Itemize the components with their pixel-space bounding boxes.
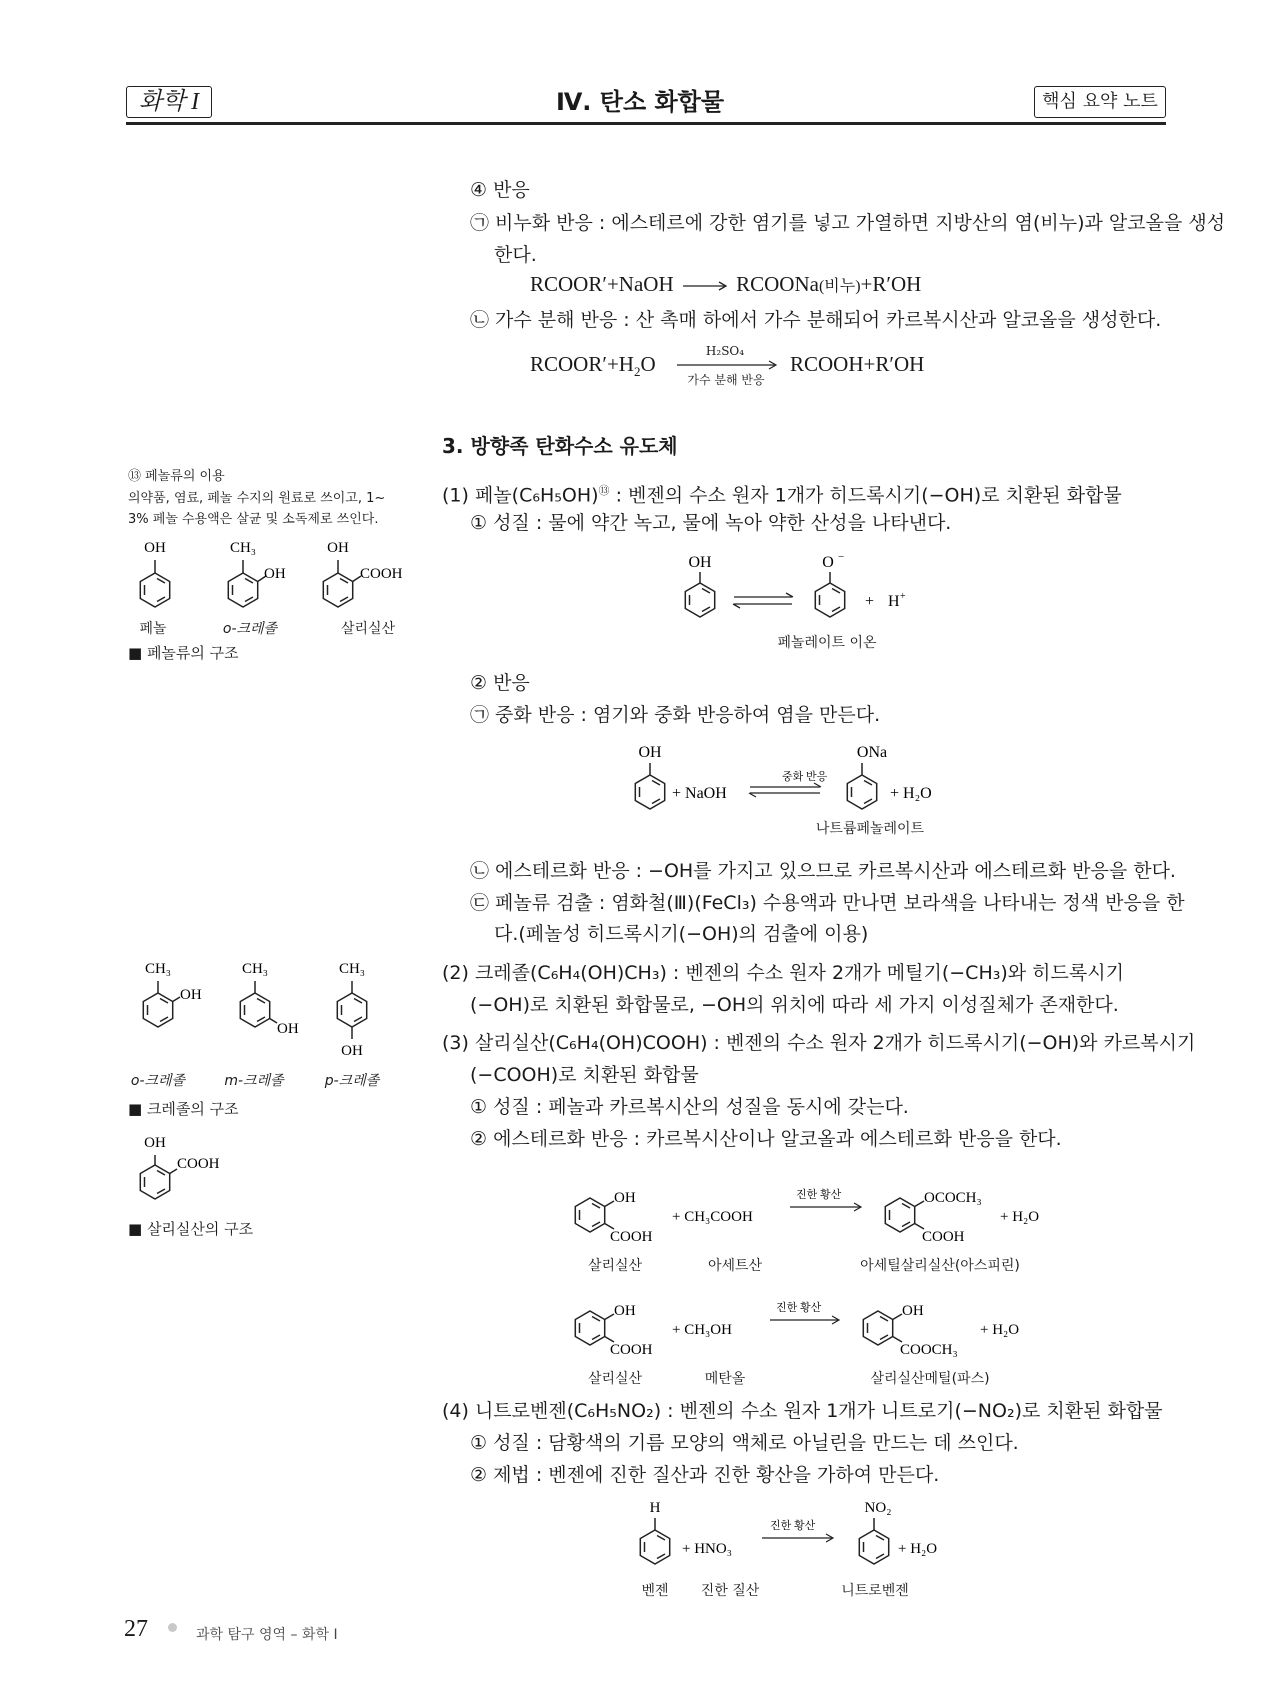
- r1-caption-2: 아세트산: [707, 1258, 763, 1274]
- r1-product-top: OCOCH₃: [924, 1190, 982, 1206]
- sb-caption-p: p-크레졸: [324, 1073, 380, 1089]
- sb-caption-salicylic: 살리실산: [340, 621, 396, 637]
- r2-arrow-label: 진한 황산: [776, 1302, 822, 1314]
- nitrobenzene-preparation: ② 제법 : 벤젠에 진한 질산과 진한 황산을 가하여 만든다.: [470, 1464, 940, 1486]
- phenoxide-caption: 페놀레이트 이온: [777, 635, 877, 651]
- r1-caption-1: 살리실산: [587, 1258, 643, 1274]
- equation-saponification: [530, 272, 921, 297]
- phenol-def-head: (1) 페놀(C₆H₅OH): [442, 484, 599, 507]
- eq2-left-sub: 2: [633, 364, 641, 380]
- salicylic-definition: (3) 살리실산(C₆H₄(OH)COOH) : 벤젠의 수소 원자 2개가 히드록시기(−OH)와 카르복시기: [442, 1032, 1196, 1054]
- naoh-text: + NaOH: [672, 785, 727, 802]
- r1-water: + H₂O: [1000, 1209, 1040, 1225]
- sb-s-cooh: COOH: [177, 1156, 220, 1172]
- saponification-text: ㉠ 비누화 반응 : 에스테르에 강한 염기를 넣고 가열하면 지방산의 염(비누)과 알코올을 생성: [470, 212, 1226, 234]
- eq2-left-o: O: [640, 352, 656, 376]
- note-label: 핵심 요약 노트: [1034, 86, 1166, 118]
- sb-c1-oh: OH: [180, 987, 202, 1003]
- phenol-ionization-figure: [660, 550, 920, 630]
- r3-h: H: [649, 1500, 661, 1516]
- aspirin-reaction-figure: [560, 1165, 1070, 1255]
- nitration-reaction-figure: [620, 1492, 960, 1582]
- eq1-right: RCOONa: [736, 272, 819, 296]
- sb-caption-ocresol: o-크레졸: [222, 621, 278, 637]
- sb-ocresol-oh: OH: [264, 566, 286, 582]
- sb-sal-oh: OH: [327, 540, 349, 556]
- phenols-structure-figure: [120, 530, 440, 620]
- salicylic-property: ① 성질 : 페놀과 카르복시산의 성질을 동시에 갖는다.: [470, 1096, 909, 1118]
- chapter-title: Ⅳ. 탄소 화합물: [555, 88, 725, 116]
- sb-c1-ch3: CH₃: [144, 961, 172, 977]
- sb-figure2-caption: ■ 크레졸의 구조: [128, 1100, 239, 1118]
- sb-c2-ch3: CH₃: [241, 961, 269, 977]
- sb-c3-oh: OH: [341, 1043, 363, 1059]
- eq2-catalyst: H₂SO₄: [705, 344, 745, 358]
- eq1-arrow: [679, 279, 731, 293]
- r2-reagent: + CH₃OH: [672, 1322, 732, 1338]
- cresol-definition: (2) 크레졸(C₆H₄(OH)CH₃) : 벤젠의 수소 원자 2개가 메틸기(−CH₃)와 히드록시기: [442, 962, 1124, 984]
- h-ion-text: H: [888, 593, 900, 610]
- eq1-soap: (비누): [818, 278, 861, 295]
- r2-product-bottom: COOCH₃: [900, 1342, 958, 1358]
- r2-water: + H₂O: [980, 1322, 1020, 1338]
- r1-reagent: + CH₃COOH: [672, 1209, 753, 1225]
- r2-caption-3: 살리실산메틸(파스): [870, 1371, 990, 1387]
- r1-arrow-label: 진한 황산: [796, 1189, 842, 1201]
- sb-sal-cooh: COOH: [360, 566, 403, 582]
- header-rule: [126, 122, 1166, 125]
- phenol-def-rest: : 벤젠의 수소 원자 1개가 히드록시기(−OH)로 치환된 화합물: [609, 484, 1122, 507]
- hydrolysis-text: ㉡ 가수 분해 반응 : 산 촉매 하에서 가수 분해되어 카르복시산과 알코올을 생성한다.: [470, 309, 1162, 331]
- cresol-cont: (−OH)로 치환된 화합물로, −OH의 위치에 따라 세 가지 이성질체가 존재한다.: [470, 994, 1119, 1016]
- r1-oh: OH: [614, 1190, 636, 1206]
- phenol-oh-text: OH: [688, 554, 712, 571]
- r2-caption-1: 살리실산: [587, 1371, 643, 1387]
- r3-arrow-label: 진한 황산: [770, 1520, 816, 1532]
- sidebar-note-heading: 페놀류의 이용: [145, 469, 225, 484]
- r1-caption-3: 아세틸살리실산(아스피린): [860, 1258, 1020, 1274]
- salicylic-cont: (−COOH)로 치환된 화합물: [470, 1064, 699, 1086]
- saponification-cont: 한다.: [494, 244, 537, 266]
- phenoxide-charge-text: −: [838, 551, 845, 563]
- sidebar-note-title: [128, 466, 225, 487]
- sb-phenol-oh: OH: [144, 540, 166, 556]
- sb-c3-ch3: CH₃: [338, 961, 366, 977]
- r2-cooh: COOH: [610, 1342, 653, 1358]
- r2-oh: OH: [614, 1303, 636, 1319]
- h-ion-charge-text: +: [900, 591, 906, 602]
- eq1-tail: +R′OH: [860, 272, 922, 296]
- sb-caption-m: m-크레졸: [224, 1073, 284, 1089]
- ona-text: ONa: [856, 744, 888, 761]
- phenoxide-o-text: O: [822, 554, 834, 571]
- sb-ocresol-ch3: CH₃: [229, 540, 257, 556]
- sidebar-note-line1: 의약품, 염료, 페놀 수지의 원료로 쓰이고, 1~: [128, 491, 386, 506]
- r3-no2: NO₂: [864, 1500, 892, 1516]
- phenol-property: ① 성질 : 물에 약간 녹고, 물에 녹아 약한 산성을 나타낸다.: [470, 512, 952, 534]
- footer-text: 과학 탐구 영역 – 화학 Ⅰ: [196, 1627, 338, 1643]
- sb-s-oh: OH: [144, 1135, 166, 1151]
- sb-figure1-caption: ■ 페놀류의 구조: [128, 644, 239, 662]
- r3-reagent: + HNO₃: [682, 1541, 732, 1557]
- sb-caption-o: o-크레졸: [130, 1073, 186, 1089]
- r3-caption-2: 진한 질산: [700, 1583, 760, 1599]
- eq2-arrow: [675, 358, 783, 372]
- r1-product-bottom: COOH: [922, 1229, 965, 1245]
- nitrobenzene-definition: (4) 니트로벤젠(C₆H₅NO₂) : 벤젠의 수소 원자 1개가 니트로기(−NO₂)로 치환된 화합물: [442, 1400, 1163, 1422]
- r3-caption-1: 벤젠: [641, 1583, 669, 1599]
- neutral-oh-text: OH: [638, 744, 662, 761]
- plus-sign: +: [865, 593, 875, 610]
- eq2-condition: 가수 분해 반응: [687, 373, 765, 387]
- equation-hydrolysis: [530, 352, 656, 380]
- salicylic-esterification: ② 에스테르화 반응 : 카르복시산이나 알코올과 에스테르화 반응을 한다.: [470, 1128, 1062, 1150]
- eq2-left: RCOOR′+H: [530, 352, 634, 376]
- neutral-arrow-label: 중화 반응: [782, 771, 828, 783]
- detection-text: ㉢ 페놀류 검출 : 염화철(Ⅲ)(FeCl₃) 수용액과 만나면 보라색을 나타내는 정색 반응을 한: [470, 892, 1185, 914]
- salicylic-structure-figure: [120, 1130, 320, 1210]
- eq2-right: RCOOH+R′OH: [790, 352, 925, 376]
- r2-caption-2: 메탄올: [704, 1371, 746, 1387]
- r1-cooh: COOH: [610, 1229, 653, 1245]
- neutral-water-text: + H₂O: [890, 785, 932, 802]
- neutralization-figure: [610, 740, 950, 820]
- sidebar-note-line2: 3% 페놀 수용액은 살균 및 소독제로 쓰인다.: [128, 512, 379, 527]
- esterification-text: ㉡ 에스테르화 반응 : −OH를 가지고 있으므로 카르복시산과 에스테르화 반응을 한다.: [470, 860, 1176, 882]
- detection-cont: 다.(페놀성 히드록시기(−OH)의 검출에 이용): [494, 923, 869, 945]
- sb-c2-oh: OH: [277, 1021, 299, 1037]
- r2-product-top: OH: [902, 1303, 924, 1319]
- methyl-salicylate-reaction-figure: [560, 1278, 1070, 1368]
- phenol-reaction-heading: ② 반응: [470, 672, 530, 694]
- footer-dot: [168, 1623, 177, 1632]
- nitrobenzene-property: ① 성질 : 담황색의 기름 모양의 액체로 아닐린을 만드는 데 쓰인다.: [470, 1432, 1019, 1454]
- neutralization-text: ㉠ 중화 반응 : 염기와 중화 반응하여 염을 만든다.: [470, 704, 881, 726]
- sidebar-note-number: ⑬: [128, 469, 142, 484]
- phenol-note-mark: ⑬: [598, 484, 610, 497]
- eq1-left: RCOOR′+NaOH: [530, 272, 674, 296]
- cresols-structure-figure: [120, 955, 440, 1070]
- r3-caption-3: 니트로벤젠: [841, 1583, 909, 1599]
- sodium-phenoxide-caption: 나트륨페놀레이트: [815, 821, 925, 837]
- reaction-heading: ④ 반응: [470, 179, 530, 201]
- phenol-definition: [442, 476, 1122, 510]
- sb-caption-phenol: 페놀: [139, 621, 167, 637]
- section-title: 3. 방향족 탄화수소 유도체: [442, 434, 678, 458]
- r3-water: + H₂O: [898, 1541, 938, 1557]
- page-number: 27: [124, 1616, 148, 1642]
- sb-figure3-caption: ■ 살리실산의 구조: [128, 1220, 254, 1238]
- subject-label: 화학 I: [126, 86, 212, 118]
